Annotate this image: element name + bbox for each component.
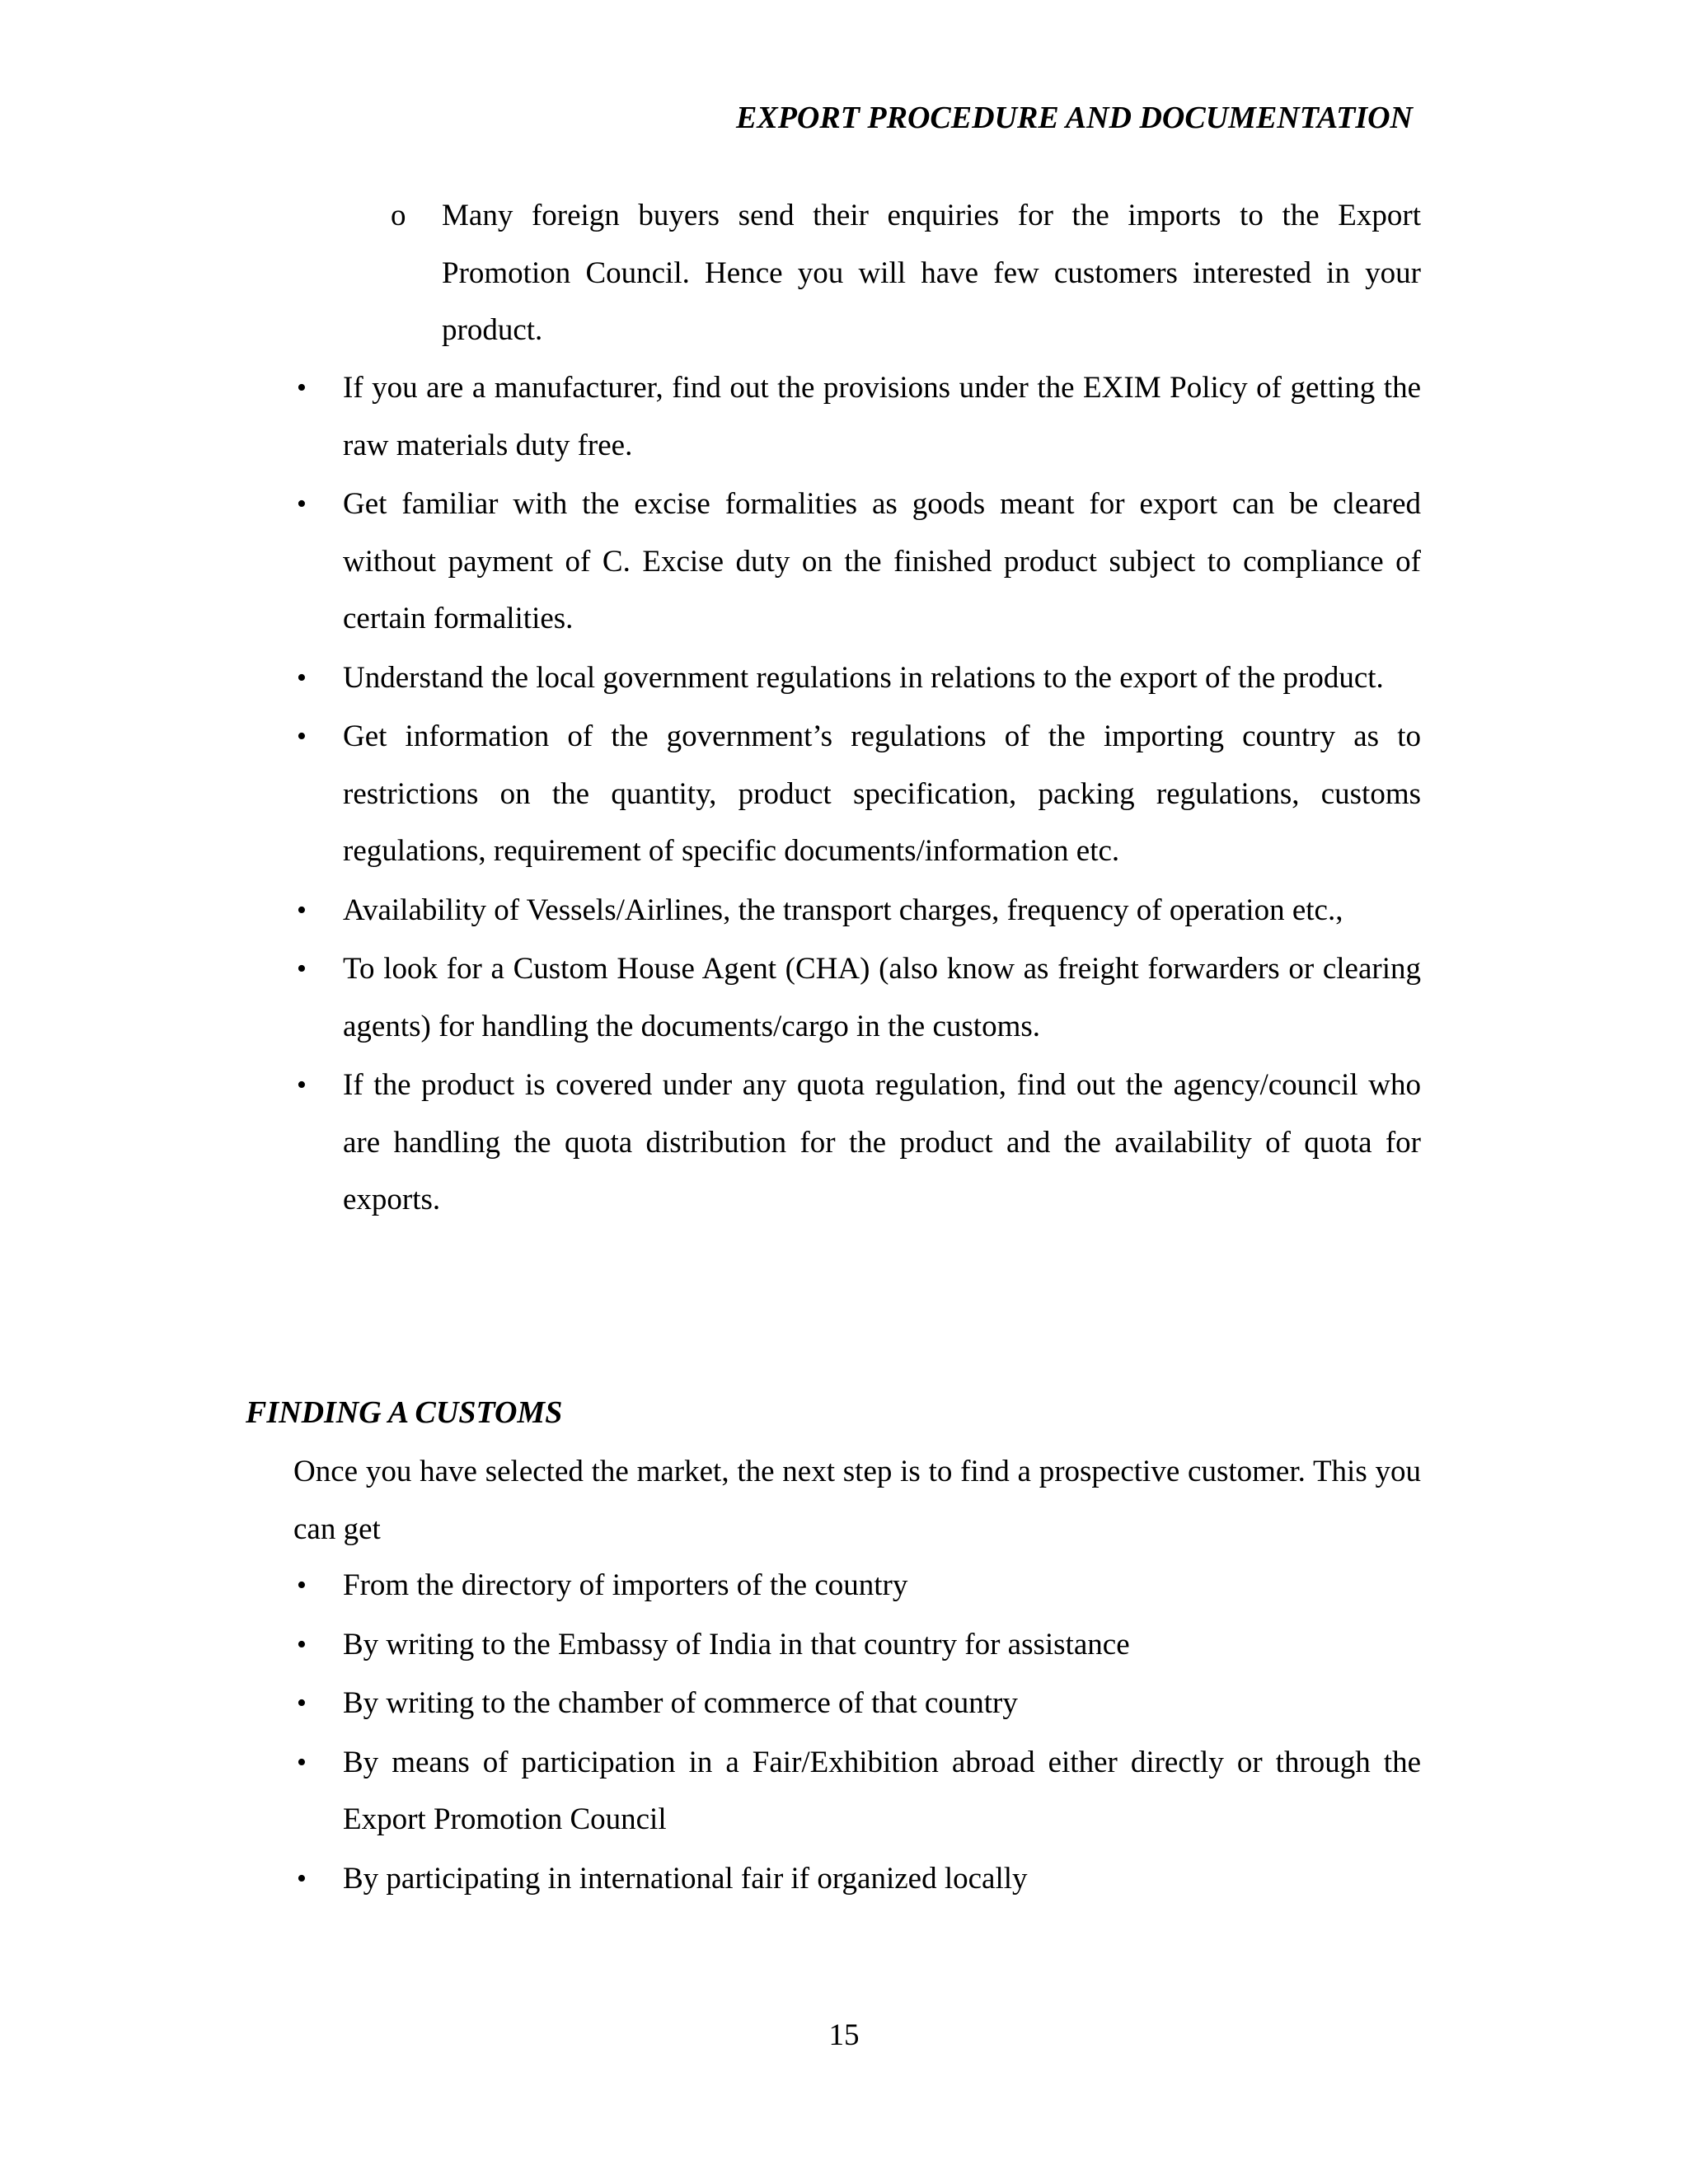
list-item-text: By means of participation in a Fair/Exhibition abroad either directly or through the Export Promotion Council [343,1745,1421,1836]
list-item-text: If you are a manufacturer, find out the provisions under the EXIM Policy of getting the raw materials duty free. [343,371,1421,462]
bullet-icon: • [297,1863,307,1894]
bullet-icon: • [297,1746,307,1778]
bullet-icon: • [297,721,307,752]
sub-bullet-item [391,187,1421,359]
list-item-text: If the product is covered under any quota regulation, find out the agency/council who are handling the quota distribution for the product and the availability of quota for exports. [343,1068,1421,1216]
bullet-icon: • [297,373,307,403]
list-item-text: Get information of the government’s regulations of the importing country as to restrictions on the quantity, product specification, packing regulations, customs regulations, requirement of specific documents/information etc. [343,719,1421,868]
list-item-text: Understand the local government regulations in relations to the export of the product. [343,660,1384,695]
bullet-icon: • [297,662,307,693]
list-item [293,476,1421,648]
list-item [293,1734,1421,1849]
customer-sources-bullet-list [293,1557,1421,1909]
bullet-icon: • [297,1688,307,1718]
list-item-text: By writing to the chamber of commerce of that country [343,1686,1018,1720]
list-item [293,1057,1421,1229]
list-item [293,1675,1421,1732]
list-item [293,882,1421,940]
running-header: EXPORT PROCEDURE AND DOCUMENTATION [736,101,1413,135]
section-intro-paragraph: Once you have selected the market, the next step is to find a prospective customer. This you can get [293,1455,1421,1546]
list-item [293,1557,1421,1615]
bullet-icon: • [297,954,307,984]
list-item [293,359,1421,474]
bullet-icon: • [297,1070,307,1100]
list-item-text: Availability of Vessels/Airlines, the transport charges, frequency of operation etc., [343,893,1343,927]
hollow-bullet-marker: o [391,199,406,232]
bullet-icon: • [297,1570,307,1601]
list-item-text: By participating in international fair if organized locally [343,1861,1028,1896]
list-item-text: From the directory of importers of the country [343,1568,908,1602]
list-item [293,1850,1421,1908]
list-item-text: Get familiar with the excise formalities as goods meant for export can be cleared without payment of C. Excise duty on the finished product subject to compliance of certain formalities. [343,487,1421,635]
sub-bullet-text: Many foreign buyers send their enquiries for the imports to the Export Promotion Council. Hence you will have few customers interested in your product. [442,199,1421,347]
considerations-bullet-list [293,359,1421,1230]
list-item-text: To look for a Custom House Agent (CHA) (also know as freight forwarders or clearing agents) for handling the documents/cargo in the customs. [343,952,1421,1043]
list-item [293,1616,1421,1674]
bullet-icon: • [297,489,307,519]
page-number: 15 [828,2018,860,2052]
list-item-text: By writing to the Embassy of India in that country for assistance [343,1627,1130,1661]
section-heading: FINDING A CUSTOMS [246,1395,563,1430]
list-item [293,708,1421,880]
bullet-icon: • [297,894,307,926]
list-item [293,649,1421,707]
bullet-icon: • [297,1629,307,1660]
list-item [293,940,1421,1055]
